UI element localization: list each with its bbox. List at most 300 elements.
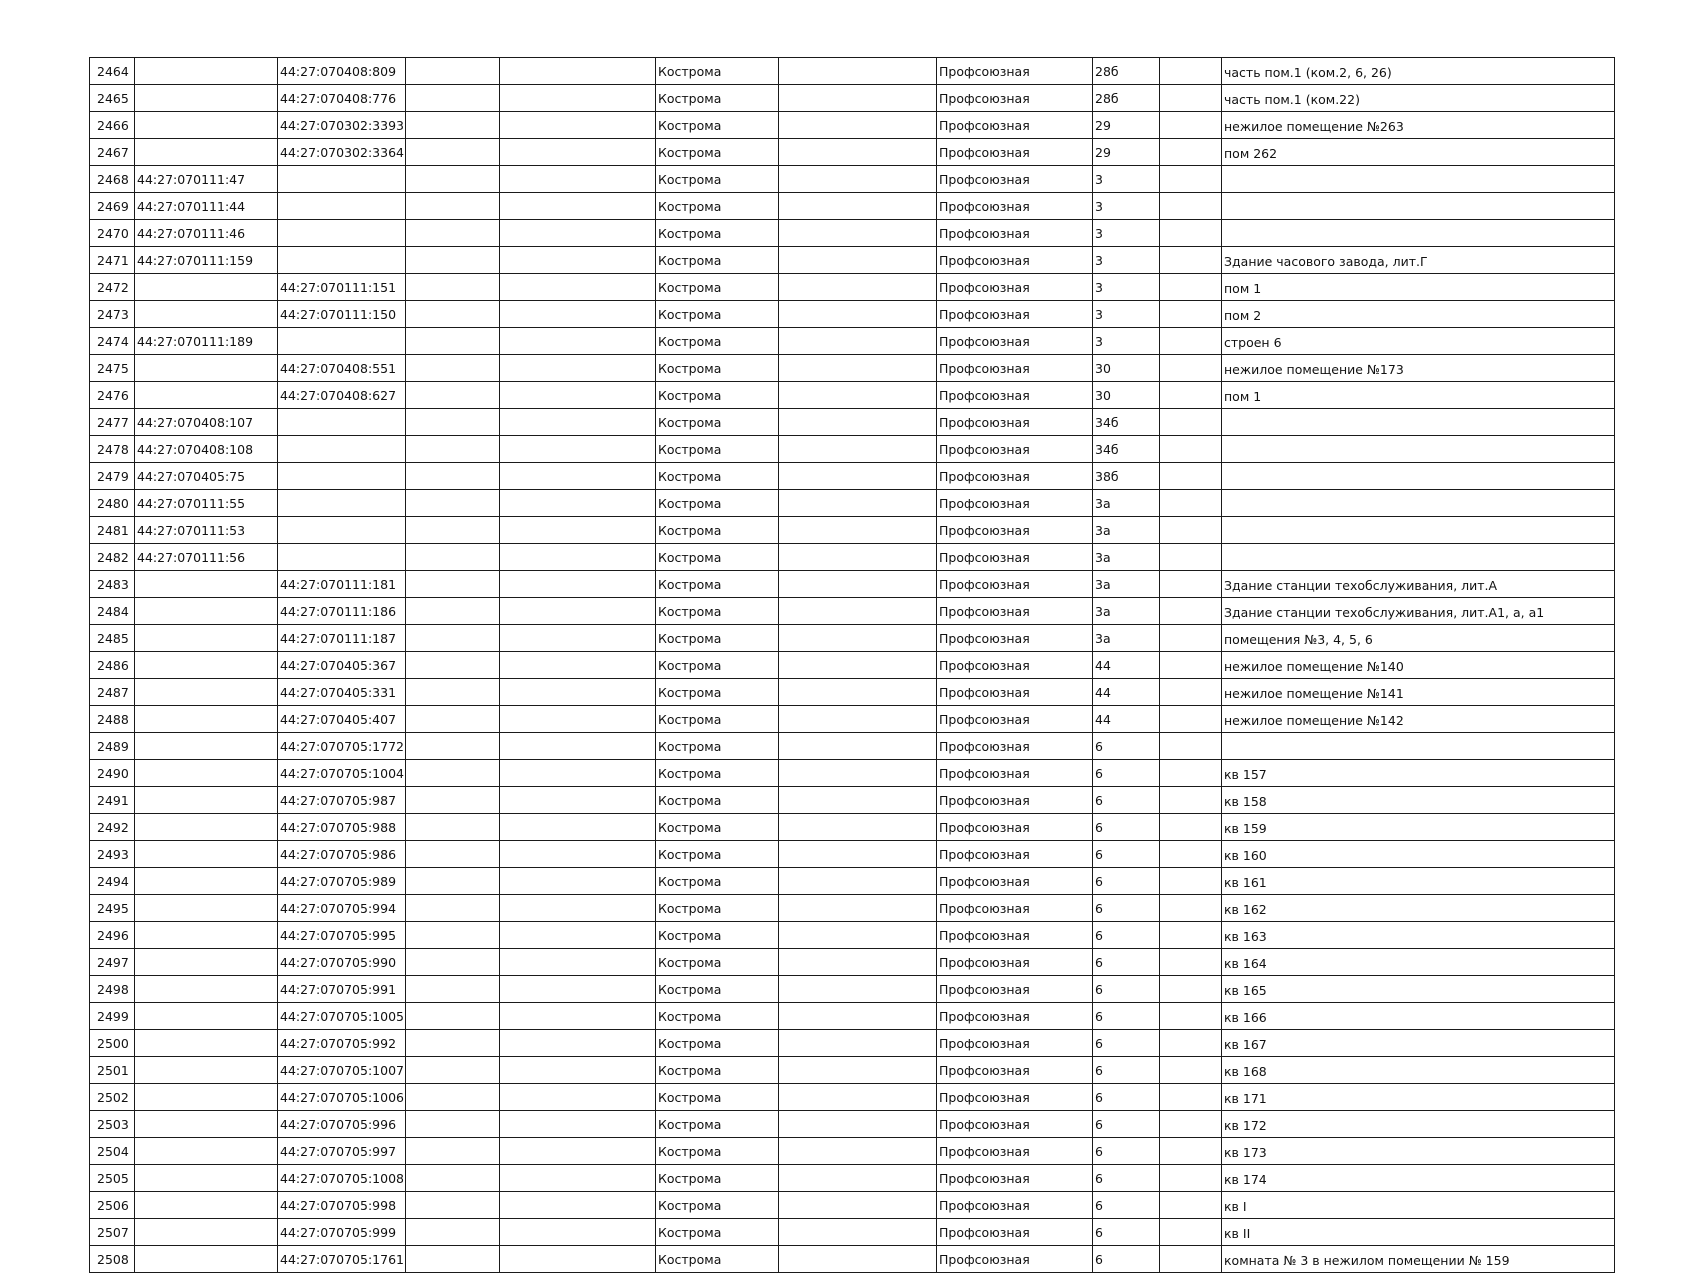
empty-cell — [500, 220, 656, 247]
empty-cell — [500, 58, 656, 85]
empty-cell — [779, 598, 937, 625]
empty-cell — [1160, 868, 1222, 895]
empty-cell — [779, 760, 937, 787]
object-description-cell: комната № 3 в нежилом помещении № 159 — [1222, 1246, 1615, 1273]
house-number-cell: 3 — [1093, 301, 1160, 328]
table-row — [90, 1246, 1615, 1273]
table-row — [90, 976, 1615, 1003]
city-cell: Кострома — [656, 1219, 779, 1246]
empty-cell — [500, 274, 656, 301]
empty-cell — [500, 463, 656, 490]
street-cell: Профсоюзная — [937, 193, 1093, 220]
object-description-cell: кв 171 — [1222, 1084, 1615, 1111]
land-cadastral-number-cell: 44:27:070111:56 — [135, 544, 278, 571]
house-number-cell: 3а — [1093, 598, 1160, 625]
row-number-cell: 2508 — [90, 1246, 135, 1273]
row-number-cell: 2475 — [90, 355, 135, 382]
object-cadastral-number-cell — [278, 517, 406, 544]
empty-cell — [779, 706, 937, 733]
empty-cell — [1160, 733, 1222, 760]
land-cadastral-number-cell — [135, 112, 278, 139]
empty-cell — [406, 490, 500, 517]
empty-cell — [1160, 355, 1222, 382]
land-cadastral-number-cell: 44:27:070408:108 — [135, 436, 278, 463]
house-number-cell: 3 — [1093, 328, 1160, 355]
street-cell: Профсоюзная — [937, 112, 1093, 139]
empty-cell — [406, 112, 500, 139]
table-row — [90, 112, 1615, 139]
city-cell: Кострома — [656, 220, 779, 247]
street-cell: Профсоюзная — [937, 328, 1093, 355]
object-cadastral-number-cell: 44:27:070705:1007 — [278, 1057, 406, 1084]
object-cadastral-number-cell: 44:27:070302:3393 — [278, 112, 406, 139]
house-number-cell: 6 — [1093, 922, 1160, 949]
city-cell: Кострома — [656, 382, 779, 409]
object-description-cell: кв 167 — [1222, 1030, 1615, 1057]
object-cadastral-number-cell: 44:27:070111:186 — [278, 598, 406, 625]
land-cadastral-number-cell: 44:27:070111:46 — [135, 220, 278, 247]
empty-cell — [1160, 328, 1222, 355]
house-number-cell: 6 — [1093, 1030, 1160, 1057]
empty-cell — [1160, 625, 1222, 652]
street-cell: Профсоюзная — [937, 274, 1093, 301]
table-row — [90, 463, 1615, 490]
street-cell: Профсоюзная — [937, 517, 1093, 544]
empty-cell — [500, 949, 656, 976]
house-number-cell: 6 — [1093, 760, 1160, 787]
street-cell: Профсоюзная — [937, 58, 1093, 85]
empty-cell — [406, 841, 500, 868]
object-description-cell: пом 1 — [1222, 274, 1615, 301]
street-cell: Профсоюзная — [937, 139, 1093, 166]
house-number-cell: 6 — [1093, 1003, 1160, 1030]
empty-cell — [406, 706, 500, 733]
row-number-cell: 2480 — [90, 490, 135, 517]
city-cell: Кострома — [656, 517, 779, 544]
object-cadastral-number-cell — [278, 436, 406, 463]
street-cell: Профсоюзная — [937, 733, 1093, 760]
empty-cell — [406, 301, 500, 328]
table-row — [90, 490, 1615, 517]
street-cell: Профсоюзная — [937, 1084, 1093, 1111]
empty-cell — [1160, 112, 1222, 139]
house-number-cell: 6 — [1093, 895, 1160, 922]
row-number-cell: 2499 — [90, 1003, 135, 1030]
table-row — [90, 625, 1615, 652]
empty-cell — [500, 436, 656, 463]
house-number-cell: 44 — [1093, 706, 1160, 733]
object-description-cell: нежилое помещение №142 — [1222, 706, 1615, 733]
empty-cell — [500, 868, 656, 895]
table-row — [90, 409, 1615, 436]
house-number-cell: 29 — [1093, 139, 1160, 166]
city-cell: Кострома — [656, 85, 779, 112]
empty-cell — [500, 1030, 656, 1057]
row-number-cell: 2504 — [90, 1138, 135, 1165]
row-number-cell: 2489 — [90, 733, 135, 760]
land-cadastral-number-cell — [135, 868, 278, 895]
city-cell: Кострома — [656, 706, 779, 733]
land-cadastral-number-cell — [135, 841, 278, 868]
object-cadastral-number-cell: 44:27:070111:181 — [278, 571, 406, 598]
street-cell: Профсоюзная — [937, 679, 1093, 706]
empty-cell — [1160, 679, 1222, 706]
land-cadastral-number-cell: 44:27:070111:159 — [135, 247, 278, 274]
row-number-cell: 2473 — [90, 301, 135, 328]
street-cell: Профсоюзная — [937, 1030, 1093, 1057]
empty-cell — [1160, 58, 1222, 85]
empty-cell — [1160, 85, 1222, 112]
empty-cell — [406, 247, 500, 274]
empty-cell — [1160, 706, 1222, 733]
table-row — [90, 1192, 1615, 1219]
empty-cell — [500, 544, 656, 571]
land-cadastral-number-cell — [135, 1084, 278, 1111]
object-cadastral-number-cell: 44:27:070705:1772 — [278, 733, 406, 760]
empty-cell — [406, 949, 500, 976]
empty-cell — [1160, 139, 1222, 166]
empty-cell — [500, 517, 656, 544]
empty-cell — [500, 1246, 656, 1273]
object-cadastral-number-cell: 44:27:070408:809 — [278, 58, 406, 85]
empty-cell — [500, 166, 656, 193]
land-cadastral-number-cell — [135, 787, 278, 814]
house-number-cell: 6 — [1093, 733, 1160, 760]
city-cell: Кострома — [656, 733, 779, 760]
house-number-cell: 30 — [1093, 382, 1160, 409]
object-cadastral-number-cell — [278, 463, 406, 490]
street-cell: Профсоюзная — [937, 382, 1093, 409]
object-description-cell: кв 159 — [1222, 814, 1615, 841]
empty-cell — [406, 1057, 500, 1084]
empty-cell — [1160, 463, 1222, 490]
object-cadastral-number-cell: 44:27:070705:1761 — [278, 1246, 406, 1273]
table-row — [90, 220, 1615, 247]
table-row — [90, 1111, 1615, 1138]
empty-cell — [779, 166, 937, 193]
object-cadastral-number-cell: 44:27:070405:407 — [278, 706, 406, 733]
empty-cell — [1160, 274, 1222, 301]
table-row — [90, 274, 1615, 301]
object-cadastral-number-cell: 44:27:070705:995 — [278, 922, 406, 949]
house-number-cell: 3а — [1093, 625, 1160, 652]
object-cadastral-number-cell: 44:27:070111:187 — [278, 625, 406, 652]
empty-cell — [406, 625, 500, 652]
object-cadastral-number-cell — [278, 166, 406, 193]
table-row — [90, 1219, 1615, 1246]
empty-cell — [1160, 1219, 1222, 1246]
house-number-cell: 28б — [1093, 85, 1160, 112]
empty-cell — [406, 895, 500, 922]
object-description-cell: нежилое помещение №173 — [1222, 355, 1615, 382]
land-cadastral-number-cell: 44:27:070111:44 — [135, 193, 278, 220]
table-row — [90, 895, 1615, 922]
empty-cell — [500, 814, 656, 841]
table-row — [90, 598, 1615, 625]
empty-cell — [779, 85, 937, 112]
object-description-cell — [1222, 517, 1615, 544]
empty-cell — [779, 625, 937, 652]
empty-cell — [1160, 949, 1222, 976]
land-cadastral-number-cell — [135, 814, 278, 841]
city-cell: Кострома — [656, 139, 779, 166]
object-cadastral-number-cell: 44:27:070705:990 — [278, 949, 406, 976]
house-number-cell: 28б — [1093, 58, 1160, 85]
empty-cell — [1160, 166, 1222, 193]
object-description-cell: кв 173 — [1222, 1138, 1615, 1165]
object-description-cell: нежилое помещение №263 — [1222, 112, 1615, 139]
empty-cell — [1160, 1138, 1222, 1165]
row-number-cell: 2507 — [90, 1219, 135, 1246]
house-number-cell: 3 — [1093, 247, 1160, 274]
street-cell: Профсоюзная — [937, 301, 1093, 328]
house-number-cell: 6 — [1093, 841, 1160, 868]
empty-cell — [779, 895, 937, 922]
table-row — [90, 166, 1615, 193]
object-description-cell: кв 164 — [1222, 949, 1615, 976]
table-row — [90, 382, 1615, 409]
street-cell: Профсоюзная — [937, 571, 1093, 598]
empty-cell — [500, 706, 656, 733]
object-cadastral-number-cell: 44:27:070405:331 — [278, 679, 406, 706]
land-cadastral-number-cell — [135, 301, 278, 328]
empty-cell — [406, 220, 500, 247]
empty-cell — [779, 1111, 937, 1138]
object-description-cell: кв 166 — [1222, 1003, 1615, 1030]
object-cadastral-number-cell: 44:27:070705:1008 — [278, 1165, 406, 1192]
empty-cell — [500, 895, 656, 922]
empty-cell — [500, 922, 656, 949]
land-cadastral-number-cell: 44:27:070405:75 — [135, 463, 278, 490]
row-number-cell: 2502 — [90, 1084, 135, 1111]
street-cell: Профсоюзная — [937, 1111, 1093, 1138]
empty-cell — [779, 787, 937, 814]
land-cadastral-number-cell — [135, 1003, 278, 1030]
object-cadastral-number-cell: 44:27:070111:150 — [278, 301, 406, 328]
city-cell: Кострома — [656, 571, 779, 598]
street-cell: Профсоюзная — [937, 355, 1093, 382]
city-cell: Кострома — [656, 436, 779, 463]
row-number-cell: 2494 — [90, 868, 135, 895]
empty-cell — [500, 193, 656, 220]
empty-cell — [406, 733, 500, 760]
empty-cell — [406, 1084, 500, 1111]
empty-cell — [406, 1111, 500, 1138]
empty-cell — [406, 814, 500, 841]
city-cell: Кострома — [656, 841, 779, 868]
land-cadastral-number-cell — [135, 598, 278, 625]
street-cell: Профсоюзная — [937, 841, 1093, 868]
object-description-cell: пом 2 — [1222, 301, 1615, 328]
empty-cell — [406, 652, 500, 679]
row-number-cell: 2482 — [90, 544, 135, 571]
empty-cell — [1160, 814, 1222, 841]
object-description-cell: пом 1 — [1222, 382, 1615, 409]
empty-cell — [779, 139, 937, 166]
city-cell: Кострома — [656, 1111, 779, 1138]
land-cadastral-number-cell — [135, 1165, 278, 1192]
street-cell: Профсоюзная — [937, 814, 1093, 841]
registry-table — [89, 57, 1615, 1273]
row-number-cell: 2472 — [90, 274, 135, 301]
object-description-cell: строен 6 — [1222, 328, 1615, 355]
empty-cell — [406, 1138, 500, 1165]
empty-cell — [500, 679, 656, 706]
city-cell: Кострома — [656, 58, 779, 85]
empty-cell — [406, 355, 500, 382]
row-number-cell: 2478 — [90, 436, 135, 463]
row-number-cell: 2500 — [90, 1030, 135, 1057]
object-description-cell: кв 157 — [1222, 760, 1615, 787]
empty-cell — [1160, 247, 1222, 274]
empty-cell — [779, 247, 937, 274]
row-number-cell: 2496 — [90, 922, 135, 949]
empty-cell — [406, 85, 500, 112]
object-description-cell — [1222, 193, 1615, 220]
table-row — [90, 1057, 1615, 1084]
empty-cell — [406, 1192, 500, 1219]
empty-cell — [500, 1138, 656, 1165]
land-cadastral-number-cell — [135, 382, 278, 409]
row-number-cell: 2469 — [90, 193, 135, 220]
empty-cell — [500, 355, 656, 382]
empty-cell — [1160, 490, 1222, 517]
table-row — [90, 436, 1615, 463]
empty-cell — [779, 301, 937, 328]
land-cadastral-number-cell — [135, 760, 278, 787]
table-row — [90, 760, 1615, 787]
city-cell: Кострома — [656, 652, 779, 679]
row-number-cell: 2497 — [90, 949, 135, 976]
object-description-cell: часть пом.1 (ком.22) — [1222, 85, 1615, 112]
land-cadastral-number-cell — [135, 355, 278, 382]
empty-cell — [779, 976, 937, 1003]
empty-cell — [779, 436, 937, 463]
street-cell: Профсоюзная — [937, 1219, 1093, 1246]
object-cadastral-number-cell — [278, 247, 406, 274]
empty-cell — [1160, 1057, 1222, 1084]
object-cadastral-number-cell — [278, 490, 406, 517]
empty-cell — [779, 1192, 937, 1219]
land-cadastral-number-cell — [135, 274, 278, 301]
table-row — [90, 679, 1615, 706]
object-description-cell: помещения №3, 4, 5, 6 — [1222, 625, 1615, 652]
object-cadastral-number-cell: 44:27:070705:999 — [278, 1219, 406, 1246]
table-row — [90, 544, 1615, 571]
city-cell: Кострома — [656, 274, 779, 301]
row-number-cell: 2468 — [90, 166, 135, 193]
street-cell: Профсоюзная — [937, 436, 1093, 463]
empty-cell — [406, 58, 500, 85]
empty-cell — [779, 1057, 937, 1084]
object-description-cell: кв 165 — [1222, 976, 1615, 1003]
table-row — [90, 841, 1615, 868]
row-number-cell: 2476 — [90, 382, 135, 409]
empty-cell — [500, 490, 656, 517]
object-cadastral-number-cell: 44:27:070705:994 — [278, 895, 406, 922]
empty-cell — [500, 841, 656, 868]
land-cadastral-number-cell — [135, 85, 278, 112]
street-cell: Профсоюзная — [937, 490, 1093, 517]
empty-cell — [779, 112, 937, 139]
table-row — [90, 247, 1615, 274]
empty-cell — [779, 1003, 937, 1030]
table-row — [90, 1030, 1615, 1057]
object-cadastral-number-cell: 44:27:070302:3364 — [278, 139, 406, 166]
street-cell: Профсоюзная — [937, 922, 1093, 949]
city-cell: Кострома — [656, 868, 779, 895]
object-description-cell: Здание станции техобслуживания, лит.А1, а, а1 — [1222, 598, 1615, 625]
object-cadastral-number-cell: 44:27:070408:551 — [278, 355, 406, 382]
empty-cell — [779, 652, 937, 679]
object-cadastral-number-cell: 44:27:070111:151 — [278, 274, 406, 301]
empty-cell — [779, 382, 937, 409]
empty-cell — [779, 1165, 937, 1192]
table-row — [90, 517, 1615, 544]
empty-cell — [1160, 1003, 1222, 1030]
empty-cell — [500, 139, 656, 166]
empty-cell — [779, 571, 937, 598]
street-cell: Профсоюзная — [937, 1057, 1093, 1084]
empty-cell — [1160, 598, 1222, 625]
row-number-cell: 2464 — [90, 58, 135, 85]
house-number-cell: 38б — [1093, 463, 1160, 490]
empty-cell — [779, 355, 937, 382]
empty-cell — [500, 733, 656, 760]
empty-cell — [406, 139, 500, 166]
object-description-cell — [1222, 733, 1615, 760]
object-cadastral-number-cell: 44:27:070705:992 — [278, 1030, 406, 1057]
row-number-cell: 2484 — [90, 598, 135, 625]
empty-cell — [779, 193, 937, 220]
land-cadastral-number-cell — [135, 625, 278, 652]
object-cadastral-number-cell: 44:27:070705:986 — [278, 841, 406, 868]
house-number-cell: 6 — [1093, 1165, 1160, 1192]
empty-cell — [406, 679, 500, 706]
empty-cell — [406, 760, 500, 787]
land-cadastral-number-cell — [135, 706, 278, 733]
object-description-cell — [1222, 436, 1615, 463]
empty-cell — [500, 1165, 656, 1192]
house-number-cell: 6 — [1093, 868, 1160, 895]
object-description-cell: нежилое помещение №141 — [1222, 679, 1615, 706]
house-number-cell: 3 — [1093, 274, 1160, 301]
object-cadastral-number-cell — [278, 328, 406, 355]
row-number-cell: 2485 — [90, 625, 135, 652]
empty-cell — [1160, 760, 1222, 787]
city-cell: Кострома — [656, 193, 779, 220]
street-cell: Профсоюзная — [937, 220, 1093, 247]
empty-cell — [500, 787, 656, 814]
city-cell: Кострома — [656, 976, 779, 1003]
table-row — [90, 1138, 1615, 1165]
land-cadastral-number-cell: 44:27:070111:53 — [135, 517, 278, 544]
land-cadastral-number-cell — [135, 1246, 278, 1273]
house-number-cell: 29 — [1093, 112, 1160, 139]
land-cadastral-number-cell: 44:27:070111:47 — [135, 166, 278, 193]
street-cell: Профсоюзная — [937, 1165, 1093, 1192]
empty-cell — [406, 922, 500, 949]
city-cell: Кострома — [656, 1030, 779, 1057]
land-cadastral-number-cell: 44:27:070408:107 — [135, 409, 278, 436]
street-cell: Профсоюзная — [937, 463, 1093, 490]
table-row — [90, 355, 1615, 382]
empty-cell — [406, 1219, 500, 1246]
empty-cell — [406, 787, 500, 814]
empty-cell — [406, 571, 500, 598]
table-row — [90, 922, 1615, 949]
empty-cell — [500, 1111, 656, 1138]
